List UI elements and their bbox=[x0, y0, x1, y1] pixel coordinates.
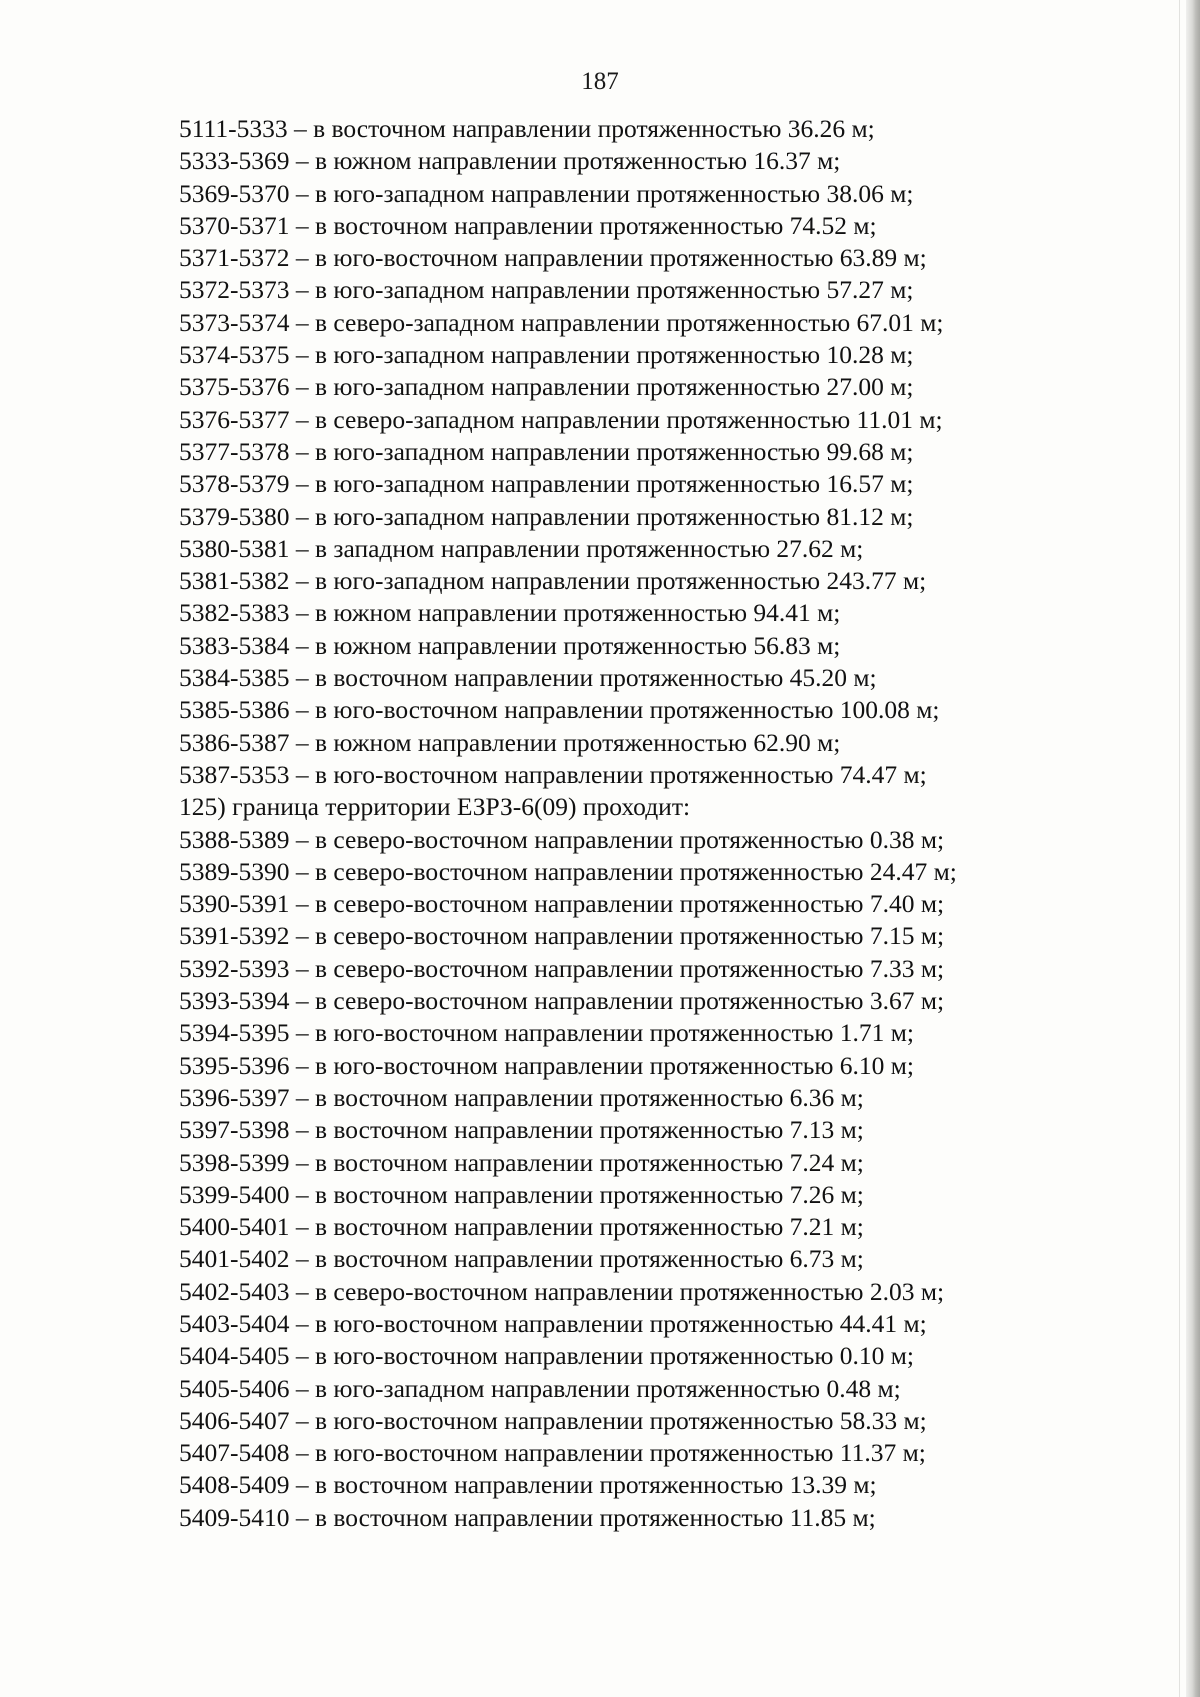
boundary-line: 5397-5398 – в восточном направлении протяженностью 7.13 м; bbox=[179, 1115, 864, 1145]
boundary-line: 5390-5391 – в северо-восточном направлении протяженностью 7.40 м; bbox=[179, 889, 945, 919]
boundary-line: 5396-5397 – в восточном направлении протяженностью 6.36 м; bbox=[179, 1082, 864, 1112]
boundary-line: 5369-5370 – в юго-западном направлении протяженностью 38.06 м; bbox=[179, 178, 914, 208]
boundary-line: 5403-5404 – в юго-восточном направлении протяженностью 44.41 м; bbox=[179, 1308, 927, 1338]
boundary-line: 5371-5372 – в юго-восточном направлении протяженностью 63.89 м; bbox=[179, 243, 927, 273]
boundary-line: 5389-5390 – в северо-восточном направлении протяженностью 24.47 м; bbox=[179, 856, 957, 886]
boundary-line: 5381-5382 – в юго-западном направлении протяженностью 243.77 м; bbox=[179, 566, 927, 596]
boundary-line: 5404-5405 – в юго-восточном направлении протяженностью 0.10 м; bbox=[179, 1341, 915, 1371]
boundary-line: 5380-5381 – в западном направлении протяженностью 27.62 м; bbox=[179, 533, 864, 563]
boundary-line: 5111-5333 – в восточном направлении протяженностью 36.26 м; bbox=[179, 114, 875, 143]
boundary-line: 5401-5402 – в восточном направлении протяженностью 6.73 м; bbox=[179, 1244, 864, 1274]
boundary-line: 5377-5378 – в юго-западном направлении протяженностью 99.68 м; bbox=[179, 436, 914, 466]
boundary-line: 5382-5383 – в южном направлении протяженностью 94.41 м; bbox=[179, 598, 841, 628]
boundary-line: 5370-5371 – в восточном направлении протяженностью 74.52 м; bbox=[179, 210, 877, 240]
boundary-line: 5395-5396 – в юго-восточном направлении протяженностью 6.10 м; bbox=[179, 1050, 915, 1080]
boundary-line: 5375-5376 – в юго-западном направлении протяженностью 27.00 м; bbox=[179, 372, 914, 402]
boundary-line: 5402-5403 – в северо-восточном направлении протяженностью 2.03 м; bbox=[179, 1276, 945, 1306]
boundary-line: 5374-5375 – в юго-западном направлении протяженностью 10.28 м; bbox=[179, 340, 914, 370]
boundary-line: 5333-5369 – в южном направлении протяженностью 16.37 м; bbox=[179, 146, 841, 176]
section-heading: 125) граница территории ЕЗРЗ-6(09) проходит: bbox=[179, 792, 691, 822]
boundary-line: 5373-5374 – в северо-западном направлении протяженностью 67.01 м; bbox=[179, 307, 944, 337]
boundary-line: 5372-5373 – в юго-западном направлении протяженностью 57.27 м; bbox=[179, 275, 914, 305]
boundary-line: 5394-5395 – в юго-восточном направлении протяженностью 1.71 м; bbox=[179, 1018, 915, 1048]
boundary-line: 5379-5380 – в юго-западном направлении протяженностью 81.12 м; bbox=[179, 501, 914, 531]
boundary-line: 5407-5408 – в юго-восточном направлении протяженностью 11.37 м; bbox=[179, 1438, 926, 1468]
boundary-line: 5405-5406 – в юго-западном направлении протяженностью 0.48 м; bbox=[179, 1373, 901, 1403]
boundary-line: 5383-5384 – в южном направлении протяженностью 56.83 м; bbox=[179, 630, 841, 660]
boundary-line: 5384-5385 – в восточном направлении протяженностью 45.20 м; bbox=[179, 663, 877, 693]
boundary-line: 5392-5393 – в северо-восточном направлении протяженностью 7.33 м; bbox=[179, 953, 945, 983]
boundary-line: 5400-5401 – в восточном направлении протяженностью 7.21 м; bbox=[179, 1212, 864, 1242]
page-number: 187 bbox=[581, 68, 619, 95]
scan-edge-line bbox=[1179, 0, 1180, 1697]
boundary-line: 5393-5394 – в северо-восточном направлении протяженностью 3.67 м; bbox=[179, 986, 945, 1016]
boundary-line: 5409-5410 – в восточном направлении протяженностью 11.85 м; bbox=[179, 1502, 876, 1532]
boundary-line: 5398-5399 – в восточном направлении протяженностью 7.24 м; bbox=[179, 1147, 864, 1177]
boundary-line: 5406-5407 – в юго-восточном направлении протяженностью 58.33 м; bbox=[179, 1405, 927, 1435]
boundary-line: 5385-5386 – в юго-восточном направлении протяженностью 100.08 м; bbox=[179, 695, 940, 725]
document-body bbox=[179, 113, 1079, 1534]
boundary-line: 5387-5353 – в юго-восточном направлении протяженностью 74.47 м; bbox=[179, 759, 927, 789]
boundary-line: 5399-5400 – в восточном направлении протяженностью 7.26 м; bbox=[179, 1179, 864, 1209]
boundary-line: 5386-5387 – в южном направлении протяженностью 62.90 м; bbox=[179, 727, 841, 757]
boundary-line: 5408-5409 – в восточном направлении протяженностью 13.39 м; bbox=[179, 1470, 877, 1500]
boundary-line: 5388-5389 – в северо-восточном направлении протяженностью 0.38 м; bbox=[179, 824, 945, 854]
scan-edge-shadow bbox=[1186, 0, 1200, 1697]
boundary-line: 5376-5377 – в северо-западном направлении протяженностью 11.01 м; bbox=[179, 404, 943, 434]
boundary-line: 5391-5392 – в северо-восточном направлении протяженностью 7.15 м; bbox=[179, 921, 945, 951]
boundary-line: 5378-5379 – в юго-западном направлении протяженностью 16.57 м; bbox=[179, 469, 914, 499]
